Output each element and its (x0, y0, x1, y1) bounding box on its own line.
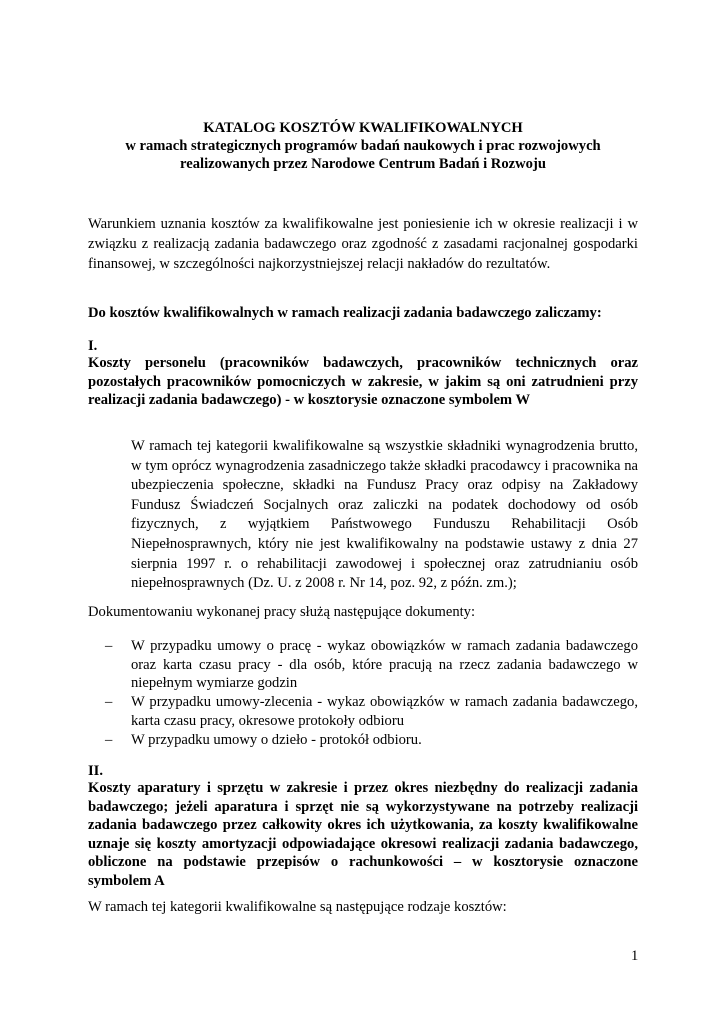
list-item (88, 693, 638, 730)
lead-heading: Do kosztów kwalifikowalnych w ramach realizacji zadania badawczego zaliczamy: (88, 305, 602, 321)
list-item-text: W przypadku umowy o dzieło - protokół odbioru. (131, 731, 422, 748)
list-item-text: W przypadku umowy o pracę - wykaz obowiązków w ramach zadania badawczego oraz karta czasu pracy - dla osób, które pracują na rzecz zadania badawczego w niepełnym wymiarze godzin (131, 638, 638, 692)
section-2-body: W ramach tej kategorii kwalifikowalne są następujące rodzaje kosztów: (88, 899, 507, 915)
section-2-heading: Koszty aparatury i sprzętu w zakresie i przez okres niezbędny do realizacji zadania badawczego; jeżeli aparatura i sprzęt nie są wykorzystywane na potrzeby realizacji zadania badawczego przez całkowity okres ich użytkowania, za koszty kwalifikowalne uznaje się koszty amortyzacji odpowiadające okresowi realizacji zadania badawczego, obliczone na podstawie przepisów o rachunkowości – w kosztorysie oznaczone symbolem A (88, 780, 638, 889)
section-1-body: W ramach tej kategorii kwalifikowalne są wszystkie składniki wynagrodzenia brutto, w tym oprócz wynagrodzenia zasadniczego także składki pracodawcy i pracownika na ubezpieczenia społeczne, składki na Fundusz Pracy oraz odpisy na Zakładowy Fundusz Świadczeń Socjalnych oraz zaliczki na podatek dochodowy od osób fizycznych, z wyjątkiem Państwowego Funduszu Rehabilitacji Osób Niepełnosprawnych, który nie jest kwalifikowalny na podstawie ustawy z dnia 27 sierpnia 1997 r. o rehabilitacji zawodowej i społecznej oraz zatrudnianiu osób niepełnosprawnych (Dz. U. z 2008 r. Nr 14, poz. 92, z późn. zm.); (131, 438, 638, 592)
dash-bullet-icon: – (105, 731, 113, 748)
section-1-heading: Koszty personelu (pracowników badawczych, pracowników technicznych oraz pozostałych pracowników pomocniczych w zakresie, w jakim są oni zatrudnieni przy realizacji zadania badawczego) - w kosztorysie oznaczone symbolem W (88, 355, 638, 408)
documents-list (88, 637, 638, 749)
section-1-number: I. (88, 338, 98, 354)
title-line-1: KATALOG KOSZTÓW KWALIFIKOWALNYCH (203, 120, 523, 136)
title-line-3: realizowanych przez Narodowe Centrum Badań i Rozwoju (180, 156, 546, 172)
dash-bullet-icon: – (105, 694, 113, 711)
docs-intro: Dokumentowaniu wykonanej pracy służą następujące dokumenty: (88, 604, 476, 620)
dash-bullet-icon: – (105, 638, 113, 654)
title-line-2: w ramach strategicznych programów badań naukowych i prac rozwojowych (125, 138, 601, 154)
document-title (88, 119, 638, 173)
section-2-number: II. (88, 763, 104, 779)
list-item-text: W przypadku umowy-zlecenia - wykaz obowiązków w ramach zadania badawczego, karta czasu pracy, okresowe protokoły odbioru (131, 694, 638, 729)
page-number: 1 (631, 948, 639, 964)
list-item (88, 637, 638, 693)
list-item (88, 731, 638, 750)
intro-paragraph: Warunkiem uznania kosztów za kwalifikowalne jest poniesienie ich w okresie realizacji i w związku z realizacją zadania badawczego oraz zgodność z zasadami racjonalnej gospodarki finansowej, w szczególności najkorzystniejszej relacji nakładów do rezultatów. (88, 216, 638, 272)
